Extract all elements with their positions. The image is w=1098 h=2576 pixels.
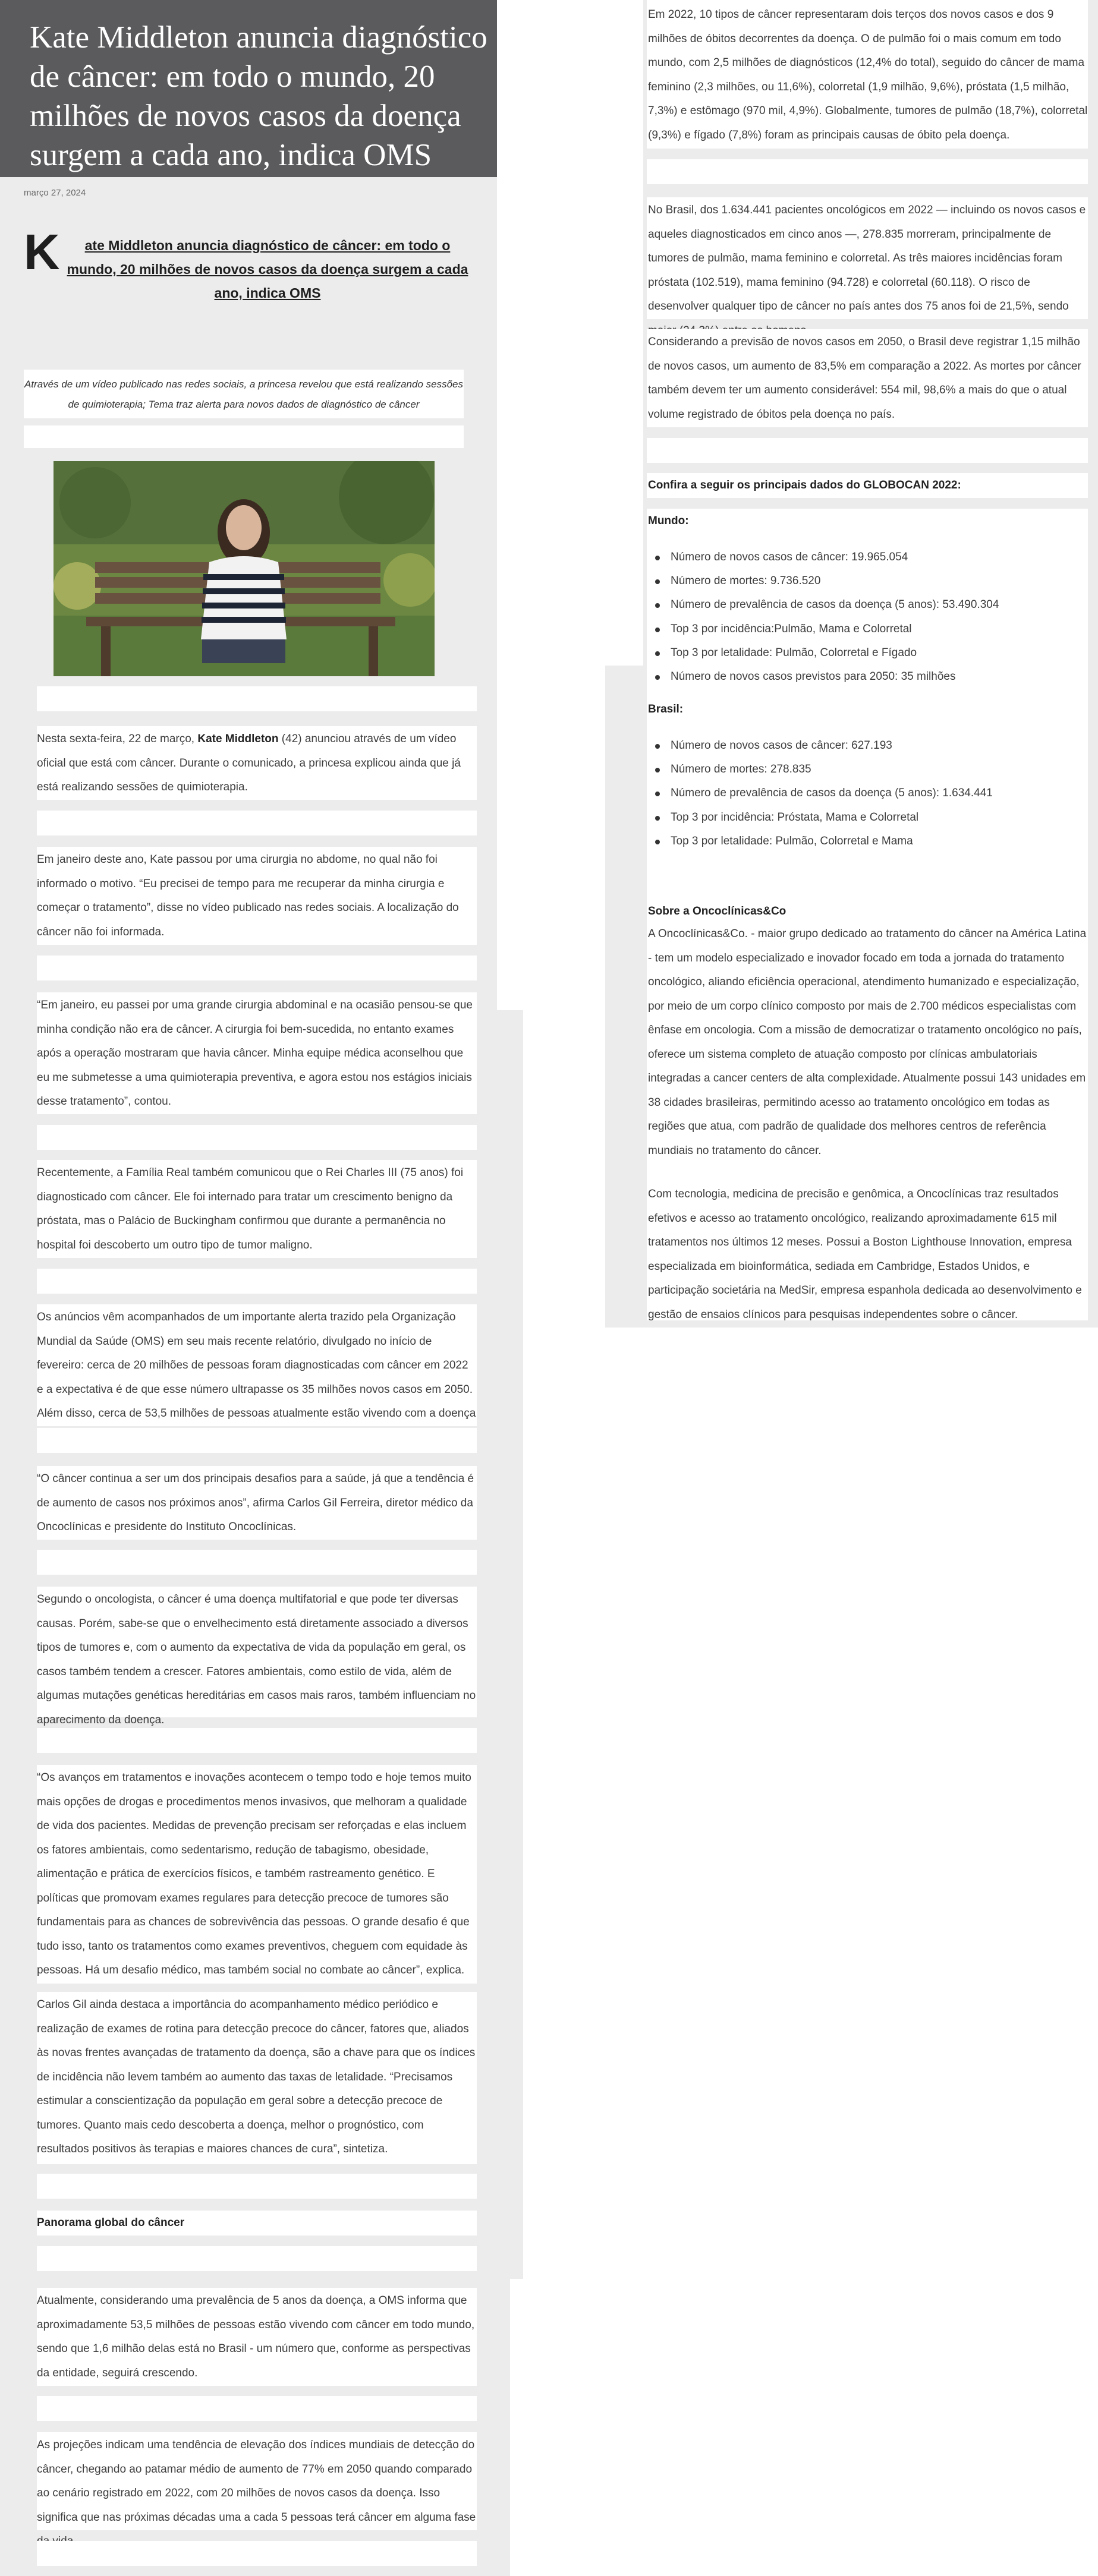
article-date: março 27, 2024 bbox=[24, 188, 86, 198]
list-item: Número de prevalência de casos da doença (5 anos): 1.634.441 bbox=[648, 781, 1088, 805]
paragraph-1: Nesta sexta-feira, 22 de março, Kate Middleton (42) anunciou através de um vídeo oficial que está com câncer. Durante o comunicado, a princesa explicou ainda que já está realizando sessões de quimioterapia. bbox=[37, 733, 461, 793]
paragraph-7: Segundo o oncologista, o câncer é uma doença multifatorial e que pode ter diversas causas. Porém, sabe-se que o envelhecimento está diretamente associado a diversos tipos de tumores e, com o aumento da expectativa de vida da população em geral, os casos também tendem a crescer. Fatores ambientais, como estilo de vida, além de algumas mutações genéticas hereditárias em casos mais raros, também influenciam no aparecimento da doença. bbox=[37, 1593, 476, 1726]
list-item: Top 3 por incidência:Pulmão, Mama e Colorretal bbox=[648, 617, 1088, 641]
kate-middleton-name: Kate Middleton bbox=[197, 733, 279, 745]
right-paragraph-2: No Brasil, dos 1.634.441 pacientes oncológicos em 2022 — incluindo os novos casos e aqueles diagnosticados em cinco anos —, 278.835 morreram, principalmente de tumores de pulmão, mama feminino e colorretal. As três maiores incidências foram próstata (102.519), mama feminino (94.728) e colorretal (60.118). O risco de desenvolver qualquer tipo de câncer no país antes dos 75 anos foi de 21,5%, sendo bbox=[648, 204, 1086, 313]
drop-cap: K bbox=[24, 224, 60, 280]
paragraph-3: “Em janeiro, eu passei por uma grande cirurgia abdominal e na ocasião pensou-se que minha condição não era de câncer. A cirurgia foi bem-sucedida, no entanto exames após a operação mostraram que havia câncer. Minha equipe médica aconselhou que eu me submetesse a uma quimioterapia preventiva, e agora estou nos estágios iniciais desse tratamento”, contou. bbox=[37, 999, 473, 1108]
princess-bench-illustration bbox=[54, 461, 435, 676]
article-photo bbox=[54, 461, 435, 676]
spacer-card bbox=[37, 2541, 477, 2566]
list-item: Número de mortes: 9.736.520 bbox=[648, 569, 1088, 593]
article-title: Kate Middleton anuncia diagnóstico de câncer: em todo o mundo, 20 milhões de novos casos da doença surgem a cada ano, indica OMS bbox=[30, 20, 487, 172]
list-item: Top 3 por letalidade: Pulmão, Colorretal e Mama bbox=[648, 830, 1088, 853]
spacer-card bbox=[37, 2246, 477, 2271]
spacer-card bbox=[37, 2174, 477, 2199]
paragraph-11: As projeções indicam uma tendência de elevação dos índices mundiais de detecção do câncer, chegando ao patamar médio de aumento de 77% em 2050 quando comparado ao cenário registrado em 2022, com 20 milhões de novos casos da doença. Isso significa que nas próximas décadas uma a cada 5 pessoas terá câncer em alguma fase bbox=[37, 2439, 476, 2524]
spacer-card bbox=[37, 1728, 477, 1753]
article-hero bbox=[0, 0, 497, 177]
spacer-card bbox=[37, 1269, 477, 1294]
spacer-card bbox=[37, 686, 477, 711]
lead-text: Através de um vídeo publicado nas redes sociais, a princesa revelou que está realizando sessões de quimioterapia; Tema traz alerta para novos dados de diagnóstico de câncer bbox=[24, 379, 464, 410]
list-item: Número de novos casos de câncer: 627.193 bbox=[648, 734, 1088, 758]
list-item: Top 3 por incidência: Próstata, Mama e Colorretal bbox=[648, 806, 1088, 830]
list-item: Número de prevalência de casos da doença (5 anos): 53.490.304 bbox=[648, 593, 1088, 617]
mundo-list bbox=[648, 546, 1088, 689]
globocan-heading: Confira a seguir os principais dados do GLOBOCAN 2022: bbox=[648, 479, 961, 491]
paragraph-8: “Os avanços em tratamentos e inovações acontecem o tempo todo e hoje temos muito mais opções de drogas e procedimentos menos invasivos, que melhoram a qualidade de vida dos pacientes. Medidas de prevenção precisam ser reforçadas e elas incluem os fatores ambientais, como sedentarismo, redução de tabagismo, obesidade, alimentação e prática de exercícios físicos, e também rastreamento genético. E políticas que promovam exames regulares para detecção precoce de tumores são fundamentais para as chances de sobrevivência das pessoas. O grande desafio é que tudo isso, tanto os tratamentos como exames preventivos, cheguem com equidade às pessoas. Há um desafio médico, mas também social no combate ao câncer”, explica. bbox=[37, 1771, 471, 1976]
paragraph-4: Recentemente, a Família Real também comunicou que o Rei Charles III (75 anos) foi diagnosticado com câncer. Ele foi internado para tratar um crescimento benigno da próstata, mas o Palácio de Buckingham confirmou que durante a permanência no hospital foi descoberto um outro tipo de tumor maligno. bbox=[37, 1166, 464, 1251]
sobre-heading: Sobre a Oncoclínicas&Co bbox=[648, 905, 786, 917]
list-item: Número de novos casos previstos para 2050: 35 milhões bbox=[648, 665, 1088, 689]
list-item: Número de mortes: 278.835 bbox=[648, 758, 1088, 781]
spacer-card bbox=[37, 956, 477, 980]
spacer-card bbox=[37, 1550, 477, 1575]
list-item: Número de novos casos de câncer: 19.965.054 bbox=[648, 546, 1088, 569]
sobre-paragraph-2: Com tecnologia, medicina de precisão e genômica, a Oncoclínicas traz resultados efetivos e acesso ao tratamento oncológico, realizando aproximadamente 615 mil tratamentos nos últimos 12 meses. Possui a Boston Lighthouse Innovation, empresa especializada em bioinformática, sediada em Cambridge, Estados Unidos, e participação societária na MedSir, empresa espanhola dedicada ao desenvolvimento e gestão de ensaios clínicos para pesquisas independentes sobre o câncer. bbox=[648, 1188, 1082, 1321]
sobre-paragraph-1: A Oncoclínicas&Co. - maior grupo dedicado ao tratamento do câncer na América Latina - tem um modelo especializado e inovador focado em toda a jornada do tratamento oncológico, aliando eficiência operacional, atendimento humanizado e especialização, por meio de um corpo clínico composto por mais de 2.700 médicos especialistas com ênfase em oncologia. Com a missão de democratizar o tratamento oncológico no país, oferece um sistema completo de atuação composto por clínicas ambulatoriais integradas a cancer centers de alta complexidade. Atualmente possui 143 unidades em 38 cidades brasileiras, permitindo acesso ao tratamento oncológico em todas as regiões que atua, com padrão de qualidade dos melhores centros de referência mundiais no tratamento do câncer. bbox=[648, 928, 1087, 1157]
spacer-card bbox=[37, 1125, 477, 1150]
paragraph-6: “O câncer continua a ser um dos principais desafios para a saúde, já que a tendência é de aumento de casos nos próximos anos”, afirma Carlos Gil Ferreira, diretor médico da Oncoclínicas e presidente do Instituto Oncoclínicas. bbox=[37, 1473, 474, 1533]
spacer-card bbox=[647, 438, 1088, 463]
paragraph-5: Os anúncios vêm acompanhados de um importante alerta trazido pela Organização Mundial da Saúde (OMS) em seu mais recente relatório, divulgado no início de fevereiro: cerca de 20 milhões de pessoas foram diagnosticadas com câncer em 2022 e a expectativa é de que esse número ultrapasse os 35 milhões novos casos em 2050. Além disso, cerca de 53,5 milhões de pessoas atualmente estão vivendo com a doença bbox=[37, 1311, 476, 1420]
brasil-label: Brasil: bbox=[648, 703, 684, 715]
brasil-list bbox=[648, 734, 1088, 853]
spacer-card bbox=[37, 1428, 477, 1453]
paragraph-2: Em janeiro deste ano, Kate passou por uma cirurgia no abdome, no qual não foi informado o motivo. “Eu precisei de tempo para me recuperar da minha cirurgia e começar o tratamento”, disse no vídeo publicado nas redes sociais. A localização do câncer não foi informada. bbox=[37, 853, 459, 938]
spacer-card bbox=[24, 425, 464, 448]
lead-box bbox=[24, 370, 464, 418]
paragraph-10: Atualmente, considerando uma prevalência de 5 anos da doença, a OMS informa que aproximadamente 53,5 milhões de pessoas estão vivendo com câncer em todo mundo, sendo que 1,6 milhão delas está no Brasil - um número que, conforme as perspectivas da entidade, seguirá crescendo. bbox=[37, 2294, 475, 2379]
mundo-label: Mundo: bbox=[648, 515, 689, 527]
right-paragraph-1: Em 2022, 10 tipos de câncer representaram dois terços dos novos casos e dos 9 milhões de óbitos decorrentes da doença. O de pulmão foi o mais comum em todo mundo, com 2,5 milhões de diagnósticos (12,4% do total), seguido do câncer de mama feminino (2,3 milhões, ou 11,6%), colorretal (1,9 milhão, 9,6%), próstata (1,5 milhão, 7,3%) e estômago (970 mil, 4,9%). Globalmente, tumores de pulmão (18,7%), colorretal (9,3%) e fígado (7,8%) foram as principais causas de óbito pela doença. bbox=[648, 8, 1088, 141]
paragraph-9: Carlos Gil ainda destaca a importância do acompanhamento médico periódico e realização de exames de rotina para detecção precoce do câncer, fatores que, aliados às novas frentes avançadas de tratamento da doença, são a chave para que os índices de incidência não levem também ao aumento das taxas de letalidade. “Precisamos estimular a conscientização da população em geral sobre a detecção precoce de tumores. Quanto mais cedo descoberta a doença, melhor o prognóstico, com resultados positivos às terapias e maiores chances de cura”, sintetiza. bbox=[37, 1998, 476, 2155]
panorama-heading: Panorama global do câncer bbox=[37, 2216, 185, 2229]
list-item: Top 3 por letalidade: Pulmão, Colorretal e Fígado bbox=[648, 641, 1088, 665]
spacer-card bbox=[37, 2396, 477, 2421]
article-subtitle: ate Middleton anuncia diagnóstico de câncer: em todo o mundo, 20 milhões de novos casos da doença surgem a cada ano, indica OMS bbox=[67, 238, 468, 301]
spacer-card bbox=[647, 159, 1088, 184]
spacer-card bbox=[37, 811, 477, 835]
right-paragraph-3: Considerando a previsão de novos casos em 2050, o Brasil deve registrar 1,15 milhão de novos casos, um aumento de 83,5% em comparação a 2022. As mortes por câncer também devem ter um aumento considerável: 554 mil, 98,6% a mais do que o atual volume registrado de óbitos pela doença no país. bbox=[648, 336, 1081, 421]
